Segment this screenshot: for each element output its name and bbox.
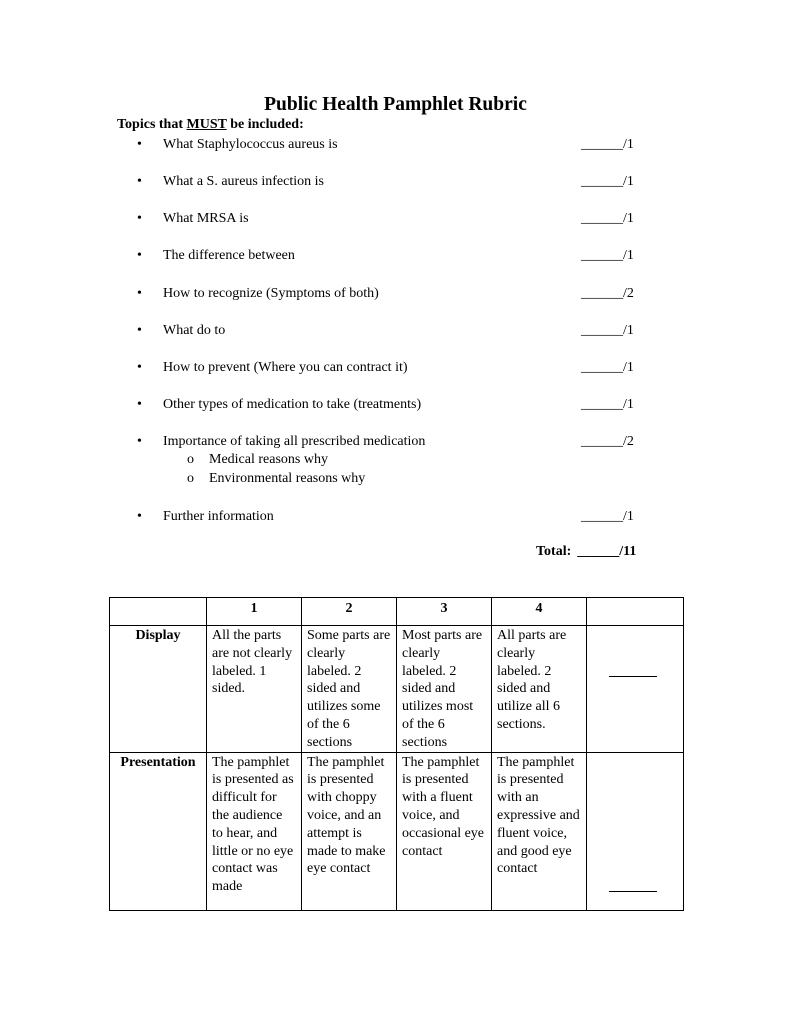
sub-bullet-icon: o xyxy=(187,471,194,486)
topic-score: ______/1 xyxy=(581,248,634,263)
total-score xyxy=(536,544,636,560)
bullet-icon: • xyxy=(137,509,142,524)
bullet-icon: • xyxy=(137,174,142,189)
bullet-icon: • xyxy=(137,248,142,263)
rubric-row-display xyxy=(110,626,684,753)
criteria-cell: The pamphlet is presented as difficult for the audience to hear, and little or no eye contact was made xyxy=(207,752,302,910)
topic-score: ______/1 xyxy=(581,360,634,375)
bullet-icon: • xyxy=(137,360,142,375)
bullet-icon: • xyxy=(137,434,142,449)
score-blank-line xyxy=(609,891,657,892)
topic-score: ______/2 xyxy=(581,286,634,301)
bullet-icon: • xyxy=(137,323,142,338)
topic-label: Other types of medication to take (treatments) xyxy=(163,397,422,412)
topic-label: What a S. aureus infection is xyxy=(163,174,324,189)
subitem-label: Medical reasons why xyxy=(209,452,328,467)
header-cell xyxy=(110,598,207,626)
criteria-cell: All parts are clearly labeled. 2 sided and utilize all 6 sections. xyxy=(492,626,587,753)
topic-label: What Staphylococcus aureus is xyxy=(163,137,338,152)
criteria-cell: The pamphlet is presented with an expressive and fluent voice, and good eye contact xyxy=(492,752,587,910)
topic-label: Importance of taking all prescribed medication xyxy=(163,434,426,449)
sub-bullet-icon: o xyxy=(187,452,194,467)
topic-score: ______/1 xyxy=(581,137,634,152)
criteria-cell: The pamphlet is presented with a fluent voice, and occasional eye contact xyxy=(397,752,492,910)
topic-score: ______/2 xyxy=(581,434,634,449)
topic-score: ______/1 xyxy=(581,174,634,189)
criteria-cell: Most parts are clearly labeled. 2 sided and utilizes most of the 6 sections xyxy=(397,626,492,753)
topic-label: Further information xyxy=(163,509,274,524)
header-cell xyxy=(587,598,684,626)
page-title: Public Health Pamphlet Rubric xyxy=(264,94,527,115)
total-label: Total: xyxy=(536,544,572,559)
score-cell xyxy=(587,752,684,910)
rubric-row-presentation xyxy=(110,752,684,910)
topic-label: The difference between xyxy=(163,248,295,263)
topic-score: ______/1 xyxy=(581,323,634,338)
subheading-prefix: Topics that xyxy=(117,117,187,132)
subheading-suffix: be included: xyxy=(226,117,304,132)
topic-score: ______/1 xyxy=(581,397,634,412)
topic-label: What do to xyxy=(163,323,226,338)
topic-score: ______/1 xyxy=(581,509,634,524)
topic-label: How to prevent (Where you can contract it) xyxy=(163,360,408,375)
bullet-icon: • xyxy=(137,211,142,226)
row-label: Display xyxy=(110,626,207,753)
score-blank-line xyxy=(609,676,657,677)
topic-score: ______/1 xyxy=(581,211,634,226)
criteria-cell: Some parts are clearly labeled. 2 sided and utilizes some of the 6 sections xyxy=(302,626,397,753)
criteria-cell: The pamphlet is presented with choppy voice, and an attempt is made to make eye contact xyxy=(302,752,397,910)
criteria-cell: All the parts are not clearly labeled. 1 sided. xyxy=(207,626,302,753)
header-cell: 3 xyxy=(397,598,492,626)
rubric-table xyxy=(109,597,684,911)
subheading-emphasis: MUST xyxy=(186,117,227,132)
total-value: ______/11 xyxy=(577,544,637,559)
bullet-icon: • xyxy=(137,397,142,412)
score-cell xyxy=(587,626,684,753)
header-cell: 2 xyxy=(302,598,397,626)
subitem-label: Environmental reasons why xyxy=(209,471,366,486)
topic-label: What MRSA is xyxy=(163,211,249,226)
header-cell: 4 xyxy=(492,598,587,626)
bullet-icon: • xyxy=(137,137,142,152)
header-cell: 1 xyxy=(207,598,302,626)
topic-label: How to recognize (Symptoms of both) xyxy=(163,286,379,301)
bullet-icon: • xyxy=(137,286,142,301)
rubric-header-row xyxy=(110,598,684,626)
row-label: Presentation xyxy=(110,752,207,910)
